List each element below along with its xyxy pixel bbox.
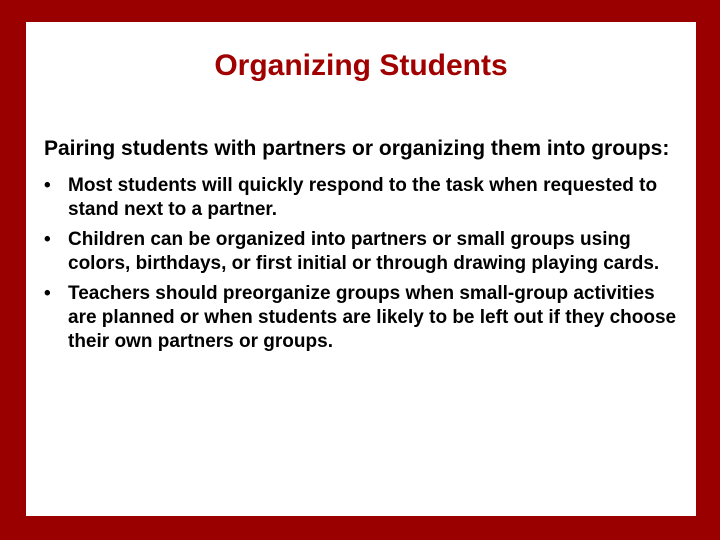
bullet-text: Most students will quickly respond to the task when requested to stand next to a partner. xyxy=(68,175,658,220)
bullet-list xyxy=(44,174,680,354)
bullet-text: Teachers should preorganize groups when small-group activities are planned or when students are likely to be left out if they choose their own partners or groups. xyxy=(68,283,677,352)
slide-title: Organizing Students xyxy=(214,49,508,82)
bullet-text: Children can be organized into partners or small groups using colors, birthdays, or first initial or through drawing playing cards. xyxy=(68,229,660,274)
bullet-item xyxy=(44,228,680,276)
bullet-icon: • xyxy=(44,229,51,250)
bullet-item xyxy=(44,282,680,354)
lead-text: Pairing students with partners or organizing them into groups: xyxy=(44,137,670,160)
slide-content-area xyxy=(26,22,696,516)
slide-body xyxy=(44,135,680,360)
bullet-icon: • xyxy=(44,175,51,196)
bullet-item xyxy=(44,174,680,222)
bullet-icon: • xyxy=(44,283,51,304)
